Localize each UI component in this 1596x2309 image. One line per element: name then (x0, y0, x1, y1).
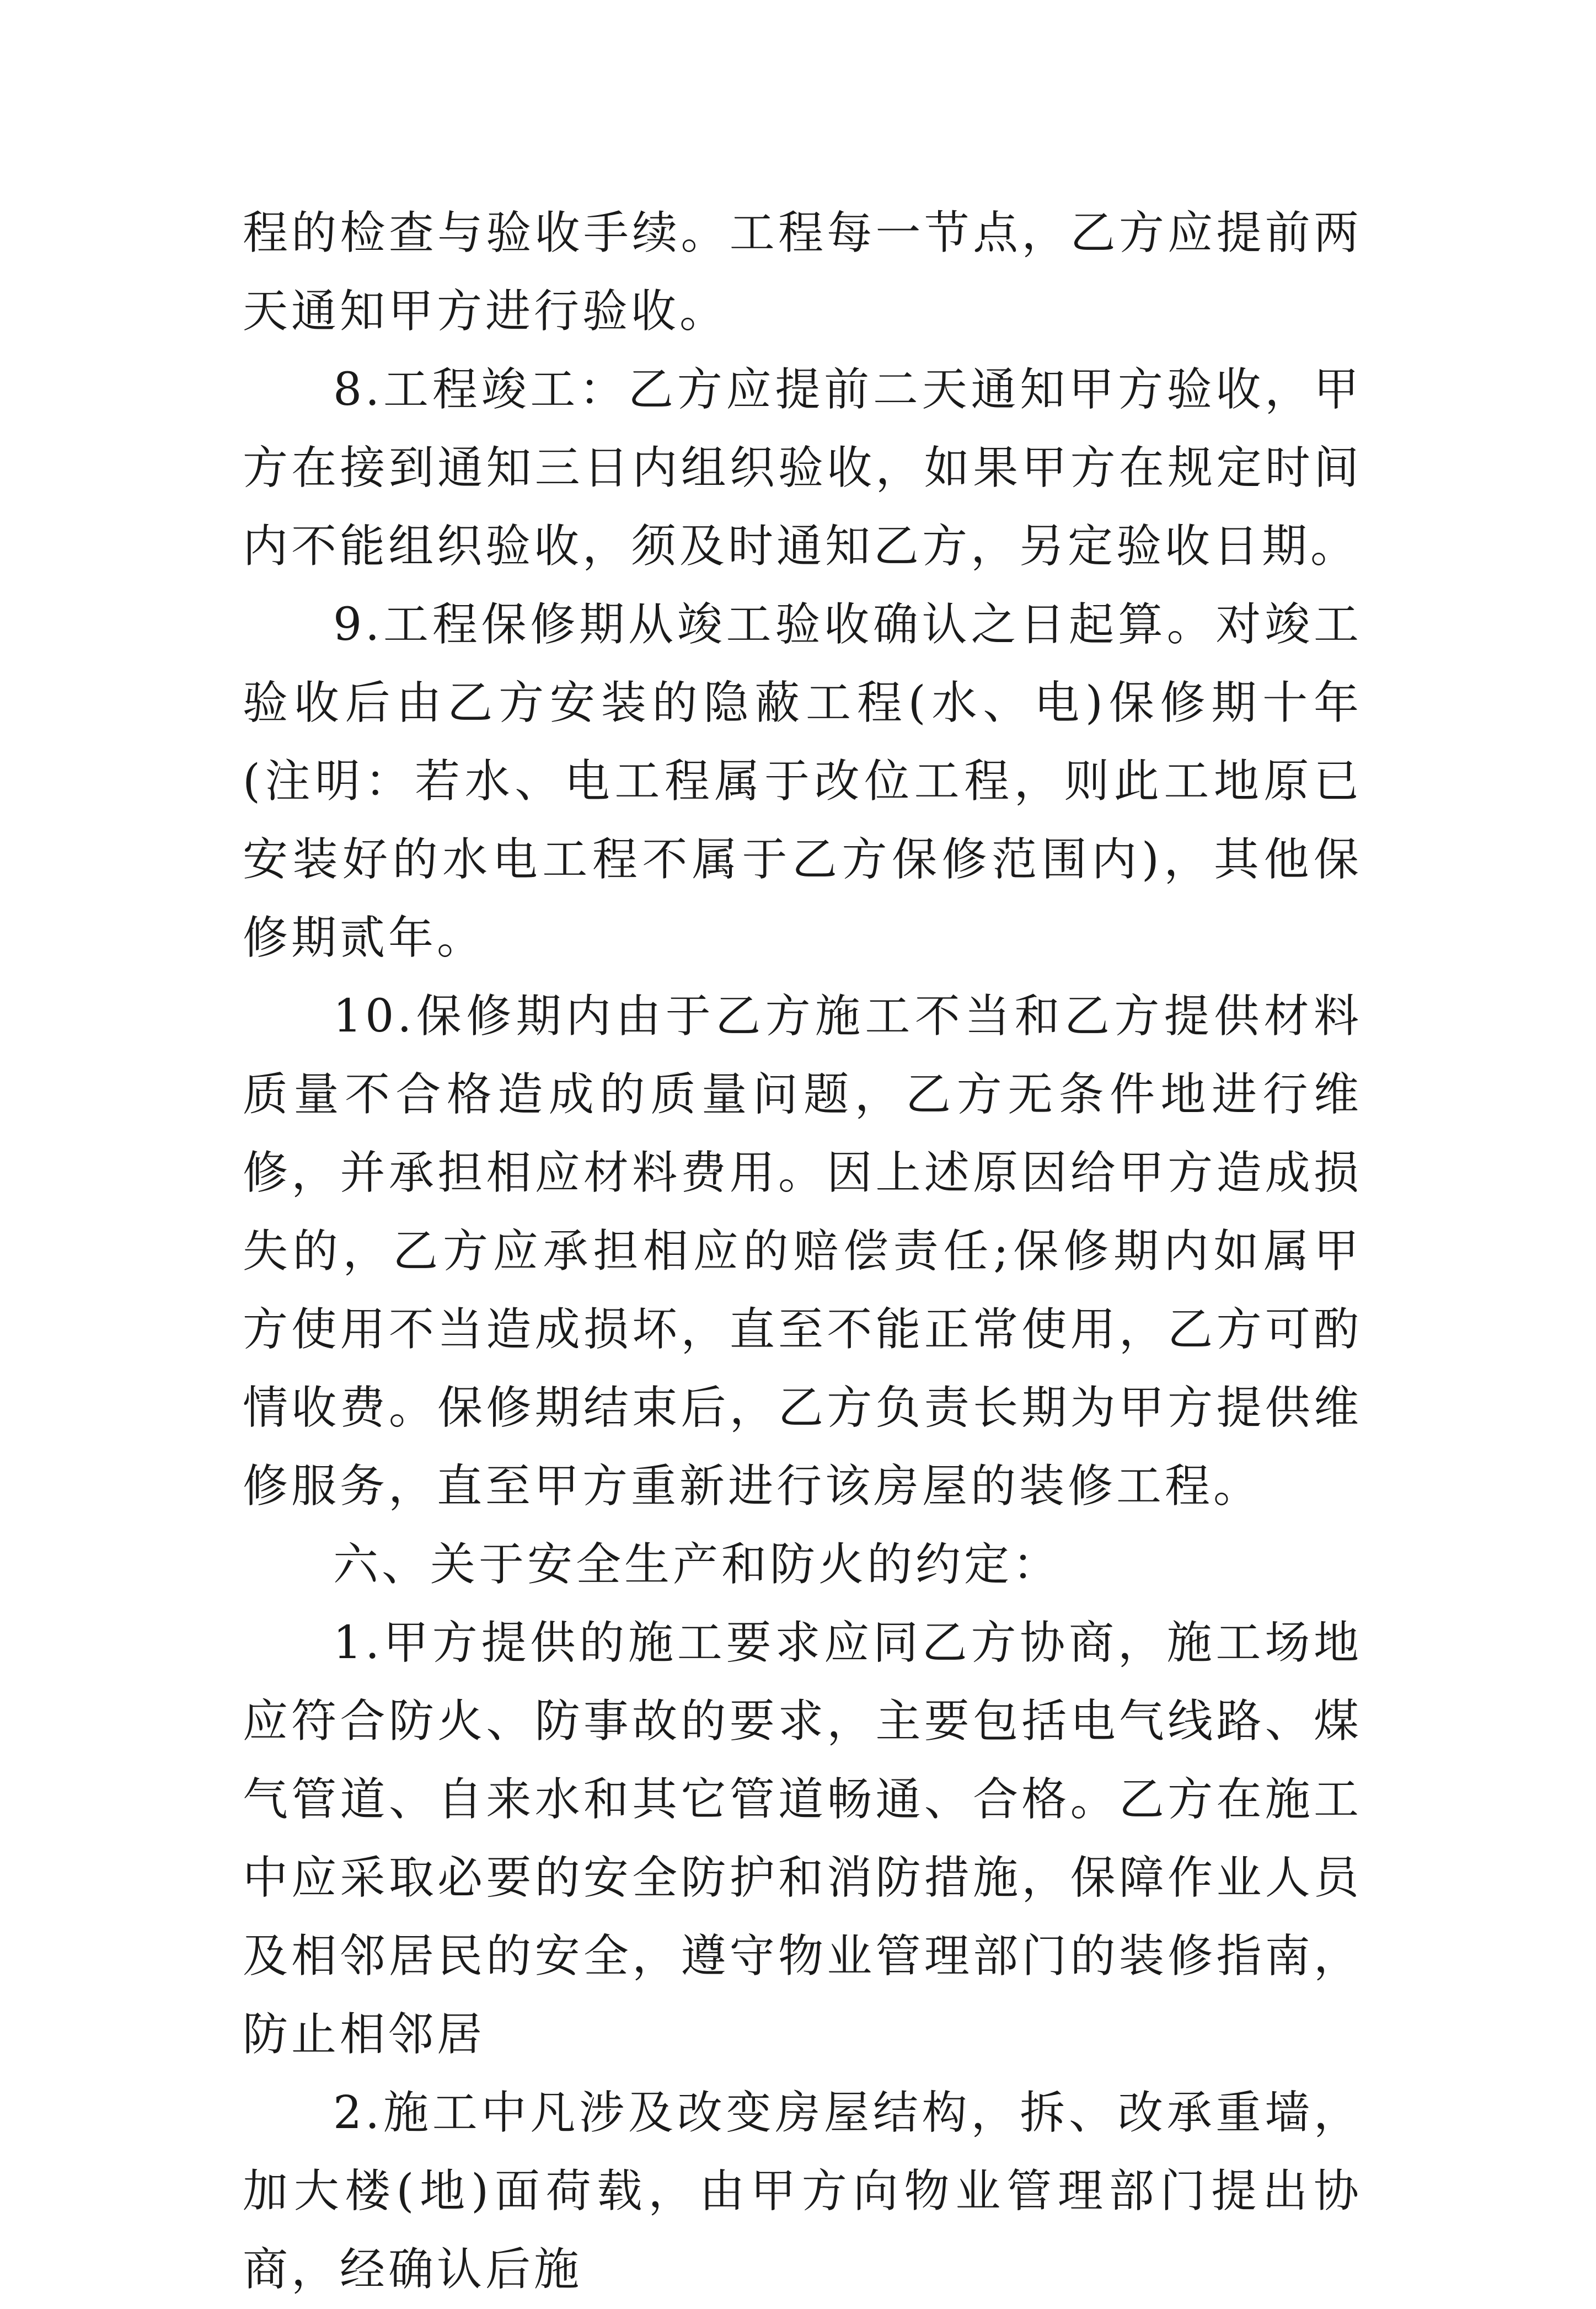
paragraph-item-9: 9.工程保修期从竣工验收确认之日起算。对竣工验收后由乙方安装的隐蔽工程(水、电)保修期十年(注明：若水、电工程属于改位工程，则此工地原已安装好的水电工程不属于乙方保修范围内)，其他保修期贰年。 (243, 598, 1362, 964)
paragraph-section-6-item-1: 1.甲方提供的施工要求应同乙方协商，施工场地应符合防火、防事故的要求，主要包括电气线路、煤气管道、自来水和其它管道畅通、合格。乙方在施工中应采取必要的安全防护和消防措施，保障作业人员及相邻居民的安全，遵守物业管理部门的装修指南，防止相邻居 (243, 1617, 1362, 2061)
paragraph-continuation: 程的检查与验收手续。工程每一节点，乙方应提前两天通知甲方进行验收。 (243, 207, 1362, 338)
section-heading-6: 六、关于安全生产和防火的约定： (333, 1538, 1062, 1591)
paragraph-item-8: 8.工程竣工：乙方应提前二天通知甲方验收，甲方在接到通知三日内组织验收，如果甲方在规定时间内不能组织验收，须及时通知乙方，另定验收日期。 (243, 364, 1362, 573)
paragraph-section-6-item-2: 2.施工中凡涉及改变房屋结构，拆、改承重墙，加大楼(地)面荷载，由甲方向物业管理部门提出协商，经确认后施 (243, 2087, 1362, 2296)
paragraph-item-10: 10.保修期内由于乙方施工不当和乙方提供材料质量不合格造成的质量问题，乙方无条件地进行维修，并承担相应材料费用。因上述原因给甲方造成损失的，乙方应承担相应的赔偿责任;保修期内如属甲方使用不当造成损坏，直至不能正常使用，乙方可酌情收费。保修期结束后，乙方负责长期为甲方提供维修服务，直至甲方重新进行该房屋的装修工程。 (243, 990, 1362, 1512)
document-body (243, 194, 1362, 2309)
